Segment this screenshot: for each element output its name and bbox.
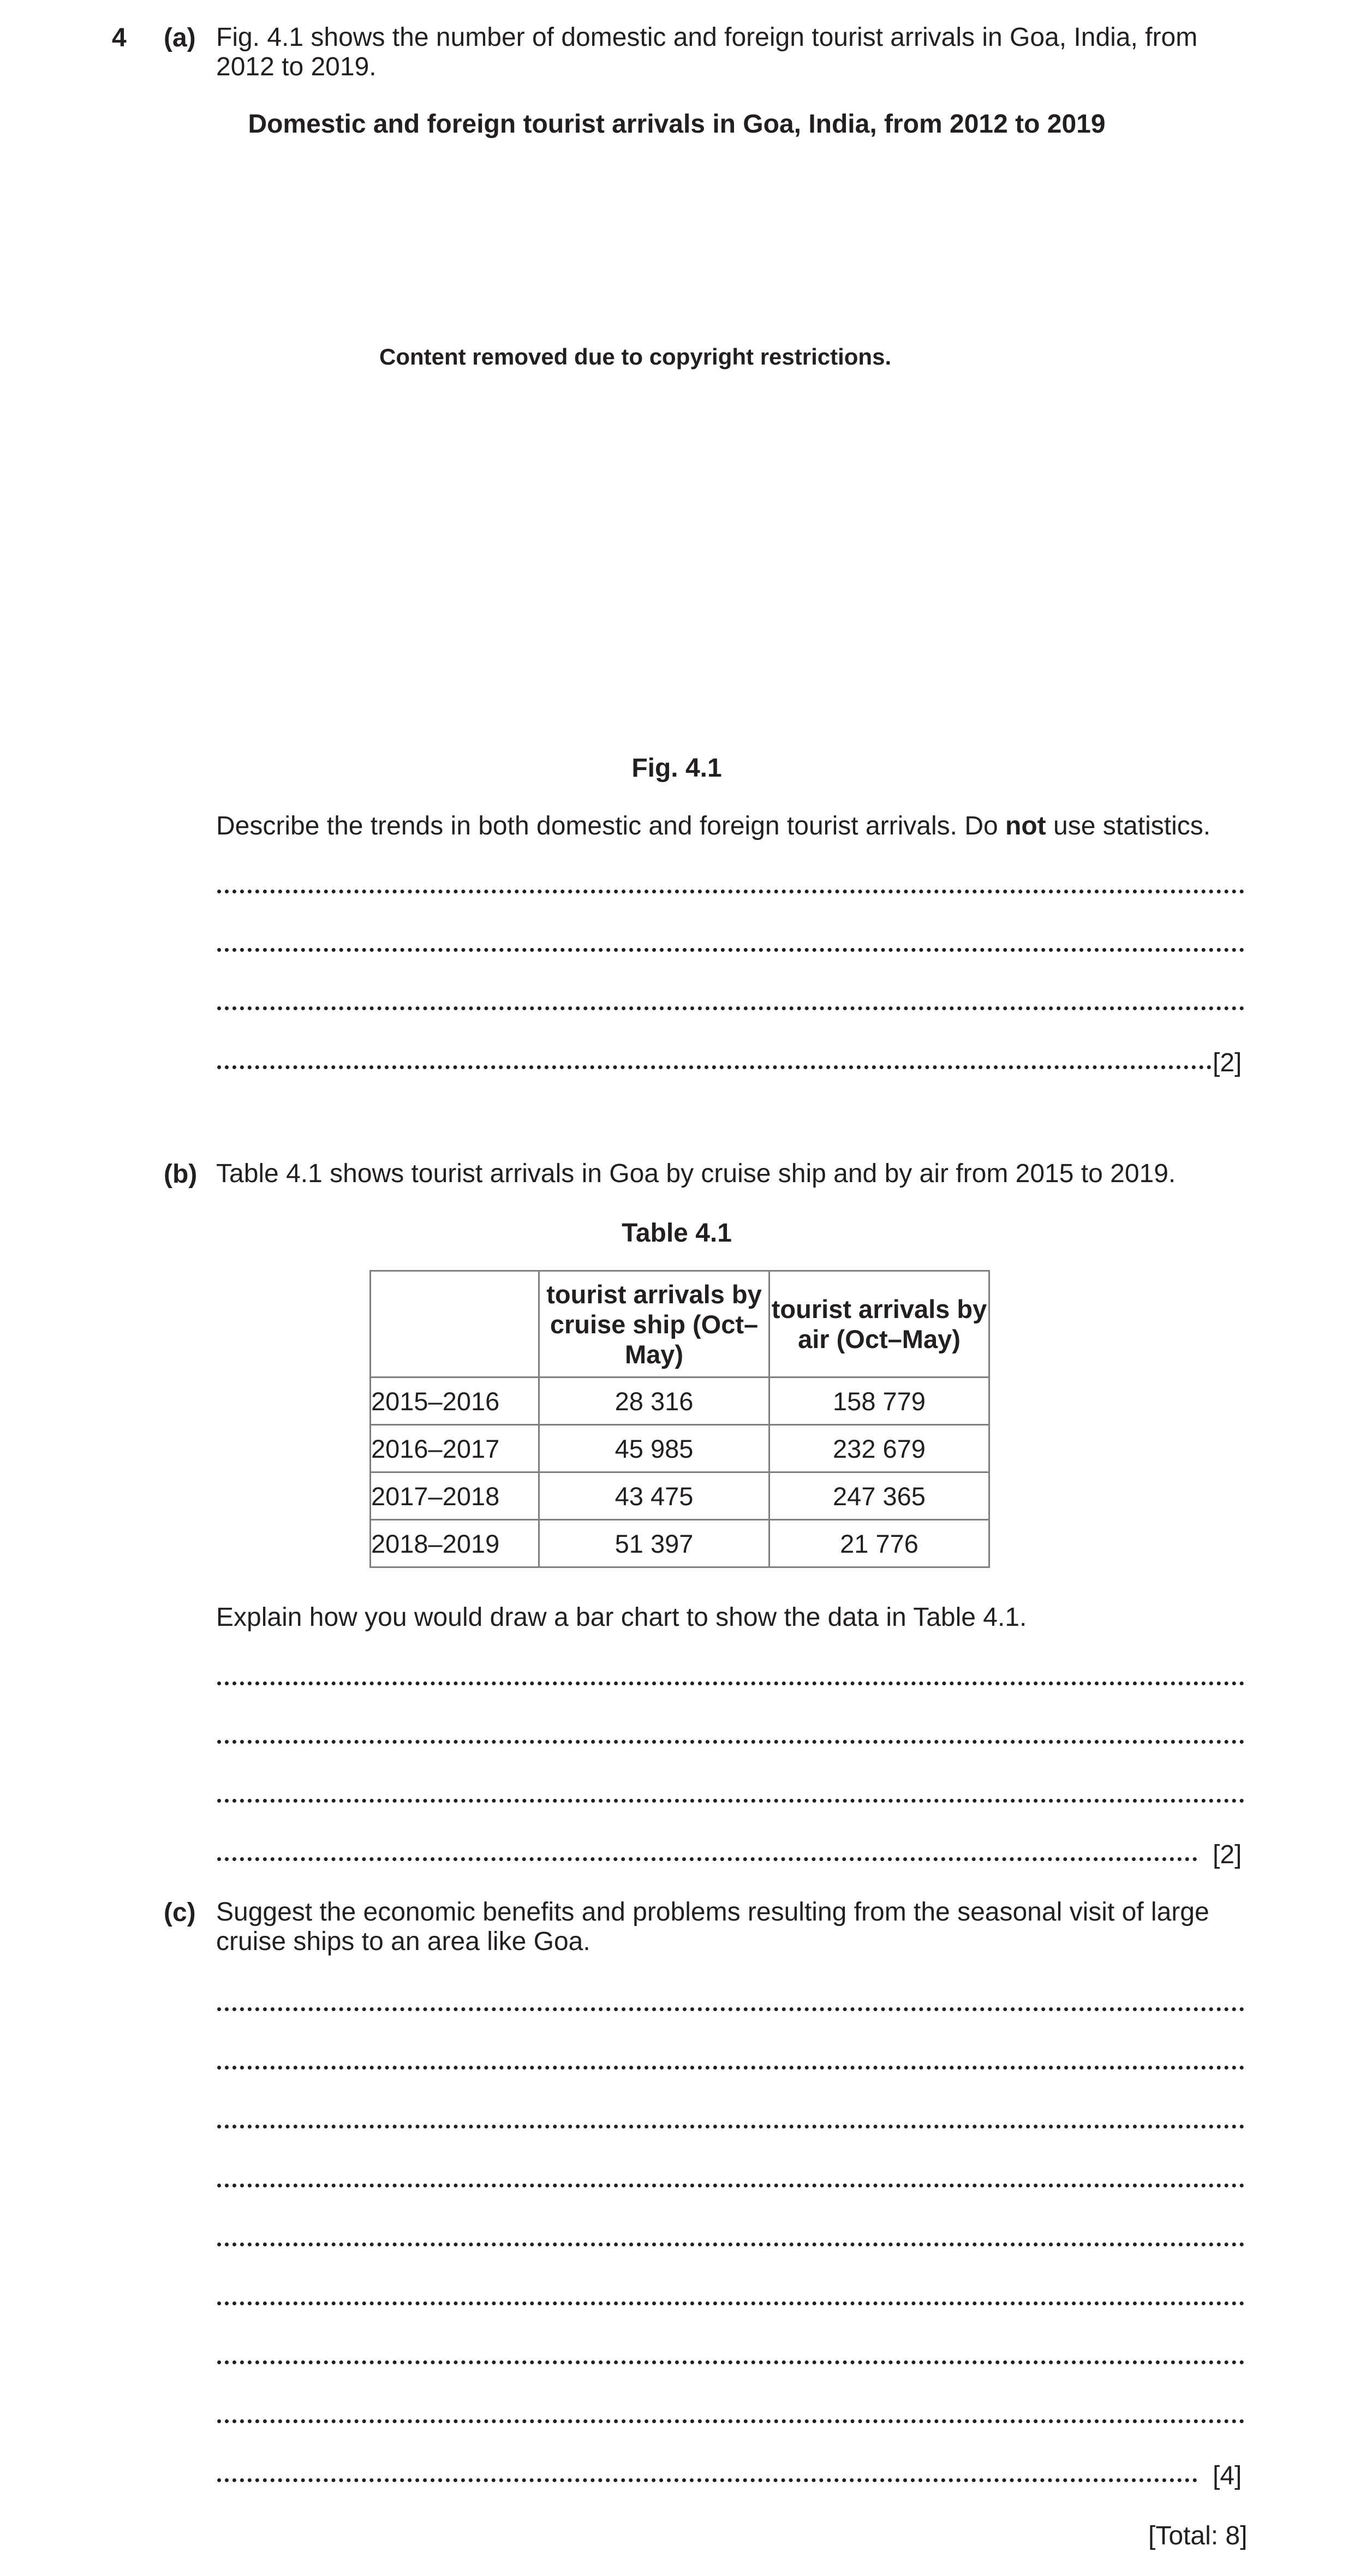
part-b-marks: [2] bbox=[1213, 1840, 1242, 1869]
part-b-question: Explain how you would draw a bar chart to show the data in Table 4.1. bbox=[216, 1603, 1027, 1632]
table-cell-cruise: 45 985 bbox=[539, 1425, 770, 1472]
part-b-intro: Table 4.1 shows tourist arrivals in Goa by cruise ship and by air from 2015 to 2019. bbox=[216, 1159, 1176, 1188]
part-a-question: Describe the trends in both domestic and foreign tourist arrivals. Do not use statistics. bbox=[216, 812, 1211, 840]
part-a-marks: [2] bbox=[1213, 1048, 1242, 1077]
copyright-notice: Content removed due to copyright restrictions. bbox=[379, 344, 892, 369]
table-row bbox=[371, 1472, 989, 1520]
table-header-row bbox=[371, 1271, 989, 1378]
tourist-arrivals-table bbox=[369, 1270, 990, 1568]
answer-line[interactable] bbox=[217, 2007, 1244, 2011]
figure-title: Domestic and foreign tourist arrivals in Goa, India, from 2012 to 2019 bbox=[248, 110, 1106, 139]
table-cell-period: 2016–2017 bbox=[371, 1425, 539, 1472]
answer-line[interactable] bbox=[217, 1065, 1212, 1069]
answer-line[interactable] bbox=[217, 1006, 1244, 1010]
table-row bbox=[371, 1378, 989, 1425]
answer-line[interactable] bbox=[217, 1799, 1244, 1803]
table-row bbox=[371, 1425, 989, 1472]
answer-line[interactable] bbox=[217, 2478, 1197, 2482]
emphasis-not: not bbox=[1005, 812, 1046, 840]
answer-line[interactable] bbox=[217, 1681, 1244, 1685]
table-cell-air: 232 679 bbox=[770, 1425, 989, 1472]
table-cell-period: 2017–2018 bbox=[371, 1472, 539, 1520]
part-b-label: (b) bbox=[164, 1160, 198, 1189]
total-marks: [Total: 8] bbox=[1148, 2521, 1248, 2550]
part-c-marks: [4] bbox=[1213, 2461, 1242, 2490]
answer-line[interactable] bbox=[217, 2243, 1244, 2246]
answer-line[interactable] bbox=[217, 1857, 1197, 1861]
table-cell-cruise: 51 397 bbox=[539, 1520, 770, 1567]
table-cell-air: 247 365 bbox=[770, 1472, 989, 1520]
answer-line[interactable] bbox=[217, 890, 1244, 893]
part-c-question: Suggest the economic benefits and problems resulting from the seasonal visit of large cruise ships to an area like Goa. bbox=[216, 1898, 1209, 1956]
table-cell-period: 2015–2016 bbox=[371, 1378, 539, 1425]
answer-line[interactable] bbox=[217, 2360, 1244, 2364]
answer-line[interactable] bbox=[217, 2419, 1244, 2423]
part-c-label: (c) bbox=[164, 1898, 196, 1927]
answer-line[interactable] bbox=[217, 2301, 1244, 2305]
table-cell-air: 158 779 bbox=[770, 1378, 989, 1425]
answer-line[interactable] bbox=[217, 2184, 1244, 2187]
table-header-air: tourist arrivals by air (Oct–May) bbox=[770, 1271, 989, 1378]
answer-line[interactable] bbox=[217, 948, 1244, 952]
part-a-label: (a) bbox=[164, 23, 196, 52]
part-a-intro: Fig. 4.1 shows the number of domestic and foreign tourist arrivals in Goa, India, from 2012 to 2019. bbox=[216, 23, 1198, 81]
answer-line[interactable] bbox=[217, 2066, 1244, 2070]
question-number: 4 bbox=[112, 23, 127, 52]
table-row bbox=[371, 1520, 989, 1567]
table-header-cruise: tourist arrivals by cruise ship (Oct–May) bbox=[539, 1271, 770, 1378]
table-cell-period: 2018–2019 bbox=[371, 1520, 539, 1567]
answer-line[interactable] bbox=[217, 2125, 1244, 2128]
figure-caption: Fig. 4.1 bbox=[631, 754, 722, 783]
table-title: Table 4.1 bbox=[622, 1219, 732, 1248]
table-cell-air: 21 776 bbox=[770, 1520, 989, 1567]
removed-figure-area bbox=[217, 164, 1245, 731]
table-cell-cruise: 28 316 bbox=[539, 1378, 770, 1425]
answer-line[interactable] bbox=[217, 1740, 1244, 1744]
table-cell-cruise: 43 475 bbox=[539, 1472, 770, 1520]
table-header-empty bbox=[371, 1271, 539, 1378]
